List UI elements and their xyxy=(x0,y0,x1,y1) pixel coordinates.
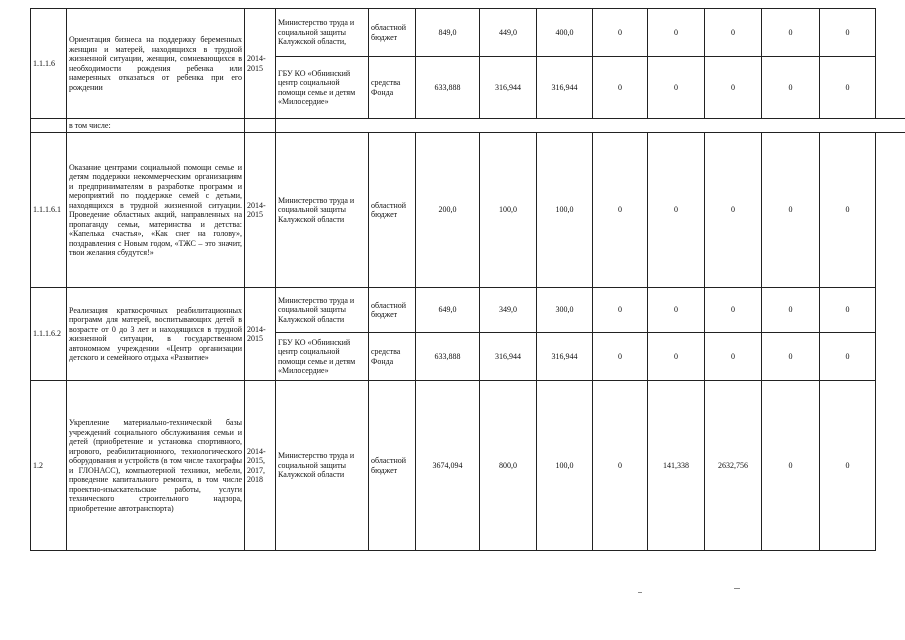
table-row xyxy=(31,119,905,133)
value-cell: 316,944 xyxy=(480,333,537,381)
value-cell: 0 xyxy=(820,133,876,288)
row-years: 2014-2015, 2017, 2018 xyxy=(245,381,276,551)
row-name: Реализация краткосрочных реабилитационных программ для матерей, воспитывающих детей в возрасте от 0 до 3 лет и находящихся в трудной жизненной ситуации, в государственном автономном учреждении «Центр организации детского и семейного отдыха «Развитие» xyxy=(67,288,245,381)
value-cell: 0 xyxy=(648,57,705,119)
row-code: 1.1.1.6 xyxy=(31,9,67,119)
executor-cell: Министерство труда и социальной защиты Калужской области xyxy=(276,133,369,288)
row-name: Укрепление материально-технической базы учреждений социального обслуживания семьи и детей (приобретение и установка спортивного, игрового, реабилитационного, технологического оборудования и устройств (в том числе тахографы и ГЛОНАСС), компьютерной техники, мебели, проведение капитального ремонта, в том числе проектно-изыскательские работы, услуги технического строительного надзора, приобретение автотранспорта) xyxy=(67,381,245,551)
value-cell: 0 xyxy=(705,133,762,288)
source-cell: областной бюджет xyxy=(369,9,416,57)
value-cell: 0 xyxy=(820,57,876,119)
table-row xyxy=(31,381,905,551)
value-cell: 0 xyxy=(593,133,648,288)
source-cell: областной бюджет xyxy=(369,381,416,551)
value-cell: 0 xyxy=(593,57,648,119)
value-cell: 141,338 xyxy=(648,381,705,551)
empty-cell xyxy=(31,119,67,133)
row-name: Оказание центрами социальной помощи семье и детям поддержки некоммерческим организациям и предпринимателям в разработке программ и мероприятий по поддержке семей с детьми, находящихся в трудной жизненной ситуации. Проведение областных акций, направленных на пропаганду семьи, материнства и детства: «Капелька счастья», «Как снег на голову», поздравления с Новым годом, «ТЖС – это значит, твои желания сбудутся!» xyxy=(67,133,245,288)
row-years: 2014-2015 xyxy=(245,9,276,119)
source-cell: областной бюджет xyxy=(369,288,416,333)
row-code: 1.2 xyxy=(31,381,67,551)
empty-cell xyxy=(245,119,276,133)
scan-speck xyxy=(734,588,740,589)
value-cell: 316,944 xyxy=(480,57,537,119)
value-cell: 0 xyxy=(762,288,820,333)
empty-cell xyxy=(276,119,905,133)
value-cell: 633,888 xyxy=(416,57,480,119)
executor-cell: ГБУ КО «Обнинский центр социальной помощи семье и детям «Милосердие» xyxy=(276,57,369,119)
value-cell: 0 xyxy=(648,133,705,288)
row-code: 1.1.1.6.1 xyxy=(31,133,67,288)
row-years: 2014-2015 xyxy=(245,288,276,381)
value-cell: 0 xyxy=(705,57,762,119)
value-cell: 0 xyxy=(593,288,648,333)
value-cell: 0 xyxy=(762,333,820,381)
value-cell: 0 xyxy=(593,9,648,57)
value-cell: 0 xyxy=(593,333,648,381)
value-cell: 0 xyxy=(762,9,820,57)
value-cell: 100,0 xyxy=(537,133,593,288)
value-cell: 0 xyxy=(648,333,705,381)
value-cell: 649,0 xyxy=(416,288,480,333)
value-cell: 0 xyxy=(705,333,762,381)
value-cell: 0 xyxy=(648,9,705,57)
value-cell: 0 xyxy=(648,288,705,333)
row-years: 2014-2015 xyxy=(245,133,276,288)
value-cell: 0 xyxy=(820,333,876,381)
executor-cell: Министерство труда и социальной защиты Калужской области, xyxy=(276,9,369,57)
source-cell: средства Фонда xyxy=(369,333,416,381)
value-cell: 3674,094 xyxy=(416,381,480,551)
table-row xyxy=(31,9,905,57)
source-cell: областной бюджет xyxy=(369,133,416,288)
value-cell: 800,0 xyxy=(480,381,537,551)
value-cell: 100,0 xyxy=(480,133,537,288)
value-cell: 2632,756 xyxy=(705,381,762,551)
executor-cell: Министерство труда и социальной защиты Калужской области xyxy=(276,381,369,551)
subheading: в том числе: xyxy=(67,119,245,133)
value-cell: 0 xyxy=(820,288,876,333)
value-cell: 633,888 xyxy=(416,333,480,381)
value-cell: 400,0 xyxy=(537,9,593,57)
table-row xyxy=(31,288,905,333)
value-cell: 316,944 xyxy=(537,57,593,119)
value-cell: 300,0 xyxy=(537,288,593,333)
value-cell: 0 xyxy=(762,57,820,119)
value-cell: 100,0 xyxy=(537,381,593,551)
budget-table xyxy=(30,8,905,551)
value-cell: 0 xyxy=(820,381,876,551)
source-cell: средства Фонда xyxy=(369,57,416,119)
value-cell: 200,0 xyxy=(416,133,480,288)
executor-cell: Министерство труда и социальной защиты Калужской области xyxy=(276,288,369,333)
value-cell: 0 xyxy=(762,381,820,551)
value-cell: 0 xyxy=(593,381,648,551)
value-cell: 0 xyxy=(705,288,762,333)
value-cell: 349,0 xyxy=(480,288,537,333)
value-cell: 0 xyxy=(705,9,762,57)
table-row xyxy=(31,133,905,288)
executor-cell: ГБУ КО «Обнинский центр социальной помощи семье и детям «Милосердие» xyxy=(276,333,369,381)
value-cell: 316,944 xyxy=(537,333,593,381)
row-name: Ориентация бизнеса на поддержку беременных женщин и матерей, находящихся в трудной жизненной ситуации, женщин, сомневающихся в необходимости рождения ребенка или намеренных отказаться от ребенка при его рождении xyxy=(67,9,245,119)
value-cell: 0 xyxy=(820,9,876,57)
value-cell: 449,0 xyxy=(480,9,537,57)
row-code: 1.1.1.6.2 xyxy=(31,288,67,381)
value-cell: 0 xyxy=(762,133,820,288)
scan-speck xyxy=(638,592,642,593)
value-cell: 849,0 xyxy=(416,9,480,57)
